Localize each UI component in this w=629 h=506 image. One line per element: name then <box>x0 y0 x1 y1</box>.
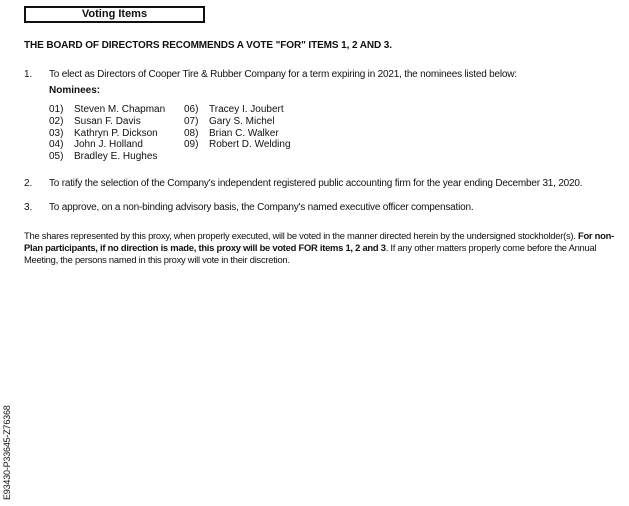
nominee-number: 06) <box>184 104 199 115</box>
nominee-name: Susan F. Davis <box>74 116 141 127</box>
nominee-number: 03) <box>49 128 64 139</box>
nominee-item <box>49 104 165 116</box>
nominee-item <box>184 104 284 116</box>
nominee-name: Kathryn P. Dickson <box>74 128 158 139</box>
disclaimer-text: The shares represented by this proxy, when properly executed, will be voted in the manner directed herein by the undersigned stockholder(s). <box>24 230 578 241</box>
item-number: 1. <box>24 69 33 80</box>
nominee-name: Steven M. Chapman <box>74 104 166 115</box>
nominee-item <box>184 139 291 151</box>
disclaimer-text-end: . If any other matters properly come before the Annual Meeting, the persons named in this proxy will vote in their discretion. <box>24 242 597 265</box>
item-text: To approve, on a non-binding advisory basis, the Company's named executive officer compensation. <box>49 202 474 213</box>
nominee-name: Gary S. Michel <box>209 116 275 127</box>
nominee-item <box>49 116 141 128</box>
voting-items-title: Voting Items <box>24 6 205 23</box>
nominee-name: Brian C. Walker <box>209 128 279 139</box>
item-number: 3. <box>24 202 33 213</box>
item-number: 2. <box>24 178 33 189</box>
nominee-number: 08) <box>184 128 199 139</box>
nominee-number: 04) <box>49 139 64 150</box>
nominee-name: Tracey I. Joubert <box>209 104 284 115</box>
nominee-name: Bradley E. Hughes <box>74 151 158 162</box>
nominee-number: 09) <box>184 139 199 150</box>
nominee-number: 05) <box>49 151 64 162</box>
board-recommendation: THE BOARD OF DIRECTORS RECOMMENDS A VOTE "FOR" ITEMS 1, 2 AND 3. <box>24 40 392 51</box>
proxy-disclaimer <box>24 230 622 266</box>
item-text: To elect as Directors of Cooper Tire & Rubber Company for a term expiring in 2021, the nominees listed below: <box>49 69 517 80</box>
disclaimer-bold-text: For non-Plan participants, if no direction is made, this proxy will be voted FOR items 1, 2 and 3 <box>24 230 614 253</box>
nominee-item <box>49 151 157 163</box>
nominee-item <box>49 139 143 151</box>
nominee-number: 07) <box>184 116 199 127</box>
nominee-name: Robert D. Welding <box>209 139 291 150</box>
item-text: To ratify the selection of the Company's independent registered public accounting firm for the year ending December 31, 2020. <box>49 178 583 189</box>
nominee-item <box>184 116 275 128</box>
nominee-number: 02) <box>49 116 64 127</box>
nominees-heading: Nominees: <box>49 85 101 96</box>
nominee-name: John J. Holland <box>74 139 143 150</box>
nominee-number: 01) <box>49 104 64 115</box>
document-control-code: E93430-P33645-Z76368 <box>2 405 12 500</box>
